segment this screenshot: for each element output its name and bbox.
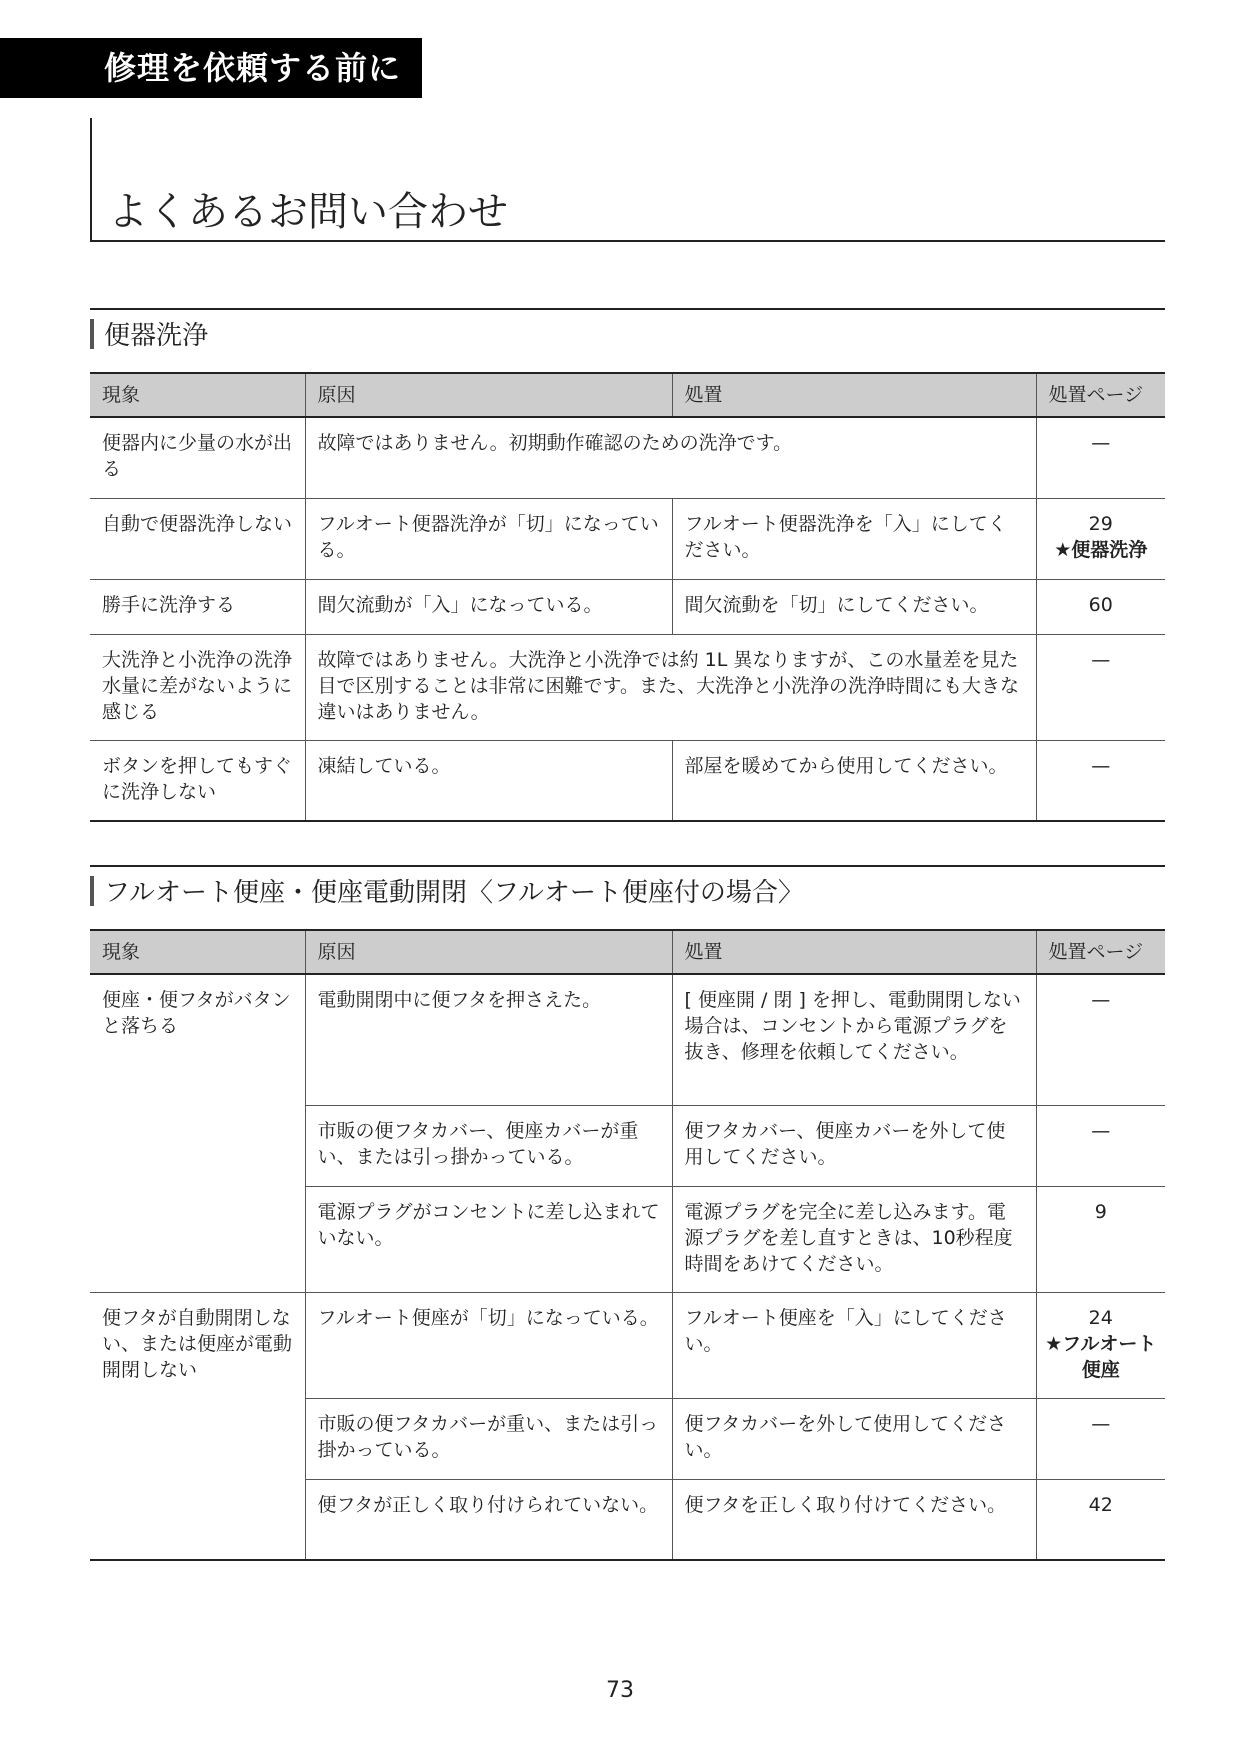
page-ref-note: ★フルオート便座 <box>1045 1332 1157 1381</box>
seat-faq-table <box>90 929 1165 1561</box>
table-row <box>90 634 1165 740</box>
section-marker <box>90 319 94 349</box>
symptom-cell: 便フタが自動開閉しない、または便座が電動開閉しない <box>90 1292 305 1560</box>
cause-cell: 便フタが正しく取り付けられていない。 <box>305 1479 672 1560</box>
header-action: 処置 <box>672 930 1036 974</box>
chapter-tab: 修理を依頼する前に <box>0 38 422 98</box>
page-ref-cell: — <box>1036 417 1165 498</box>
action-cell: 電源プラグを完全に差し込みます。電源プラグを差し直すときは、10秒程度時間をあけてください。 <box>672 1186 1036 1292</box>
cause-cell: 凍結している。 <box>305 740 672 821</box>
action-cell: フルオート便座を「入」にしてください。 <box>672 1292 1036 1398</box>
cause-cell: 市販の便フタカバー、便座カバーが重い、または引っ掛かっている。 <box>305 1105 672 1186</box>
cause-cell: フルオート便器洗浄が「切」になっている。 <box>305 498 672 579</box>
page-ref-cell[interactable]: 42 <box>1036 1479 1165 1560</box>
cause-cell: 故障ではありません。大洗浄と小洗浄では約 1L 異なりますが、この水量差を見た目で区別することは非常に困難です。また、大洗浄と小洗浄の洗浄時間にも大きな違いはありません。 <box>305 634 1036 740</box>
page-ref-cell: — <box>1036 634 1165 740</box>
section-title: 便器洗浄 <box>104 321 209 351</box>
page-ref-cell: — <box>1036 1398 1165 1479</box>
header-symptom: 現象 <box>90 373 305 417</box>
flush-faq-table <box>90 372 1165 822</box>
page-ref-note: ★便器洗浄 <box>1054 538 1148 561</box>
cause-cell: フルオート便座が「切」になっている。 <box>305 1292 672 1398</box>
cause-cell: 電動開閉中に便フタを押さえた。 <box>305 974 672 1105</box>
table-row <box>90 740 1165 821</box>
section-title: フルオート便座・便座電動開閉〈フルオート便座付の場合〉 <box>104 878 804 908</box>
page-title: よくあるお問い合わせ <box>108 189 508 235</box>
table-header-row <box>90 373 1165 417</box>
page-ref-cell[interactable]: 60 <box>1036 579 1165 634</box>
header-cause: 原因 <box>305 373 672 417</box>
section-heading-seat <box>90 865 1165 909</box>
header-page: 処置ページ <box>1036 930 1165 974</box>
table-row <box>90 974 1165 1105</box>
action-cell: 便フタカバー、便座カバーを外して使用してください。 <box>672 1105 1036 1186</box>
section-heading-flush <box>90 308 1165 352</box>
header-page: 処置ページ <box>1036 373 1165 417</box>
cause-cell: 電源プラグがコンセントに差し込まれていない。 <box>305 1186 672 1292</box>
page-ref-cell: — <box>1036 1105 1165 1186</box>
cause-cell: 故障ではありません。初期動作確認のための洗浄です。 <box>305 417 1036 498</box>
symptom-cell: 自動で便器洗浄しない <box>90 498 305 579</box>
symptom-cell: ボタンを押してもすぐに洗浄しない <box>90 740 305 821</box>
header-cause: 原因 <box>305 930 672 974</box>
table-row <box>90 417 1165 498</box>
cause-cell: 間欠流動が「入」になっている。 <box>305 579 672 634</box>
table-row <box>90 1292 1165 1398</box>
page-ref-cell <box>1036 498 1165 579</box>
symptom-cell: 便座・便フタがバタンと落ちる <box>102 989 291 1037</box>
section-marker <box>90 876 94 906</box>
page-number-ref[interactable]: 29 <box>1088 512 1113 535</box>
table-row <box>90 579 1165 634</box>
page-ref-cell[interactable]: 9 <box>1036 1186 1165 1292</box>
header-symptom: 現象 <box>90 930 305 974</box>
action-cell: [ 便座開 / 閉 ] を押し、電動開閉しない場合は、コンセントから電源プラグを抜き、修理を依頼してください。 <box>672 974 1036 1105</box>
header-action: 処置 <box>672 373 1036 417</box>
action-cell: フルオート便器洗浄を「入」にしてください。 <box>672 498 1036 579</box>
page-number: 73 <box>606 1678 634 1703</box>
action-cell: 間欠流動を「切」にしてください。 <box>672 579 1036 634</box>
symptom-cell: 大洗浄と小洗浄の洗浄水量に差がないように感じる <box>90 634 305 740</box>
page-title-block <box>90 118 1165 242</box>
symptom-cell: 便器内に少量の水が出る <box>102 432 293 480</box>
page-ref-cell: — <box>1036 974 1165 1105</box>
action-cell: 便フタを正しく取り付けてください。 <box>672 1479 1036 1560</box>
action-cell: 部屋を暖めてから使用してください。 <box>672 740 1036 821</box>
action-cell: 便フタカバーを外して使用してください。 <box>672 1398 1036 1479</box>
table-header-row <box>90 930 1165 974</box>
page-ref-cell <box>1036 1292 1165 1398</box>
symptom-cell: 勝手に洗浄する <box>90 579 305 634</box>
page-number-ref[interactable]: 24 <box>1088 1306 1113 1329</box>
cause-cell: 市販の便フタカバーが重い、または引っ掛かっている。 <box>305 1398 672 1479</box>
page-ref-cell: — <box>1036 740 1165 821</box>
table-row <box>90 498 1165 579</box>
